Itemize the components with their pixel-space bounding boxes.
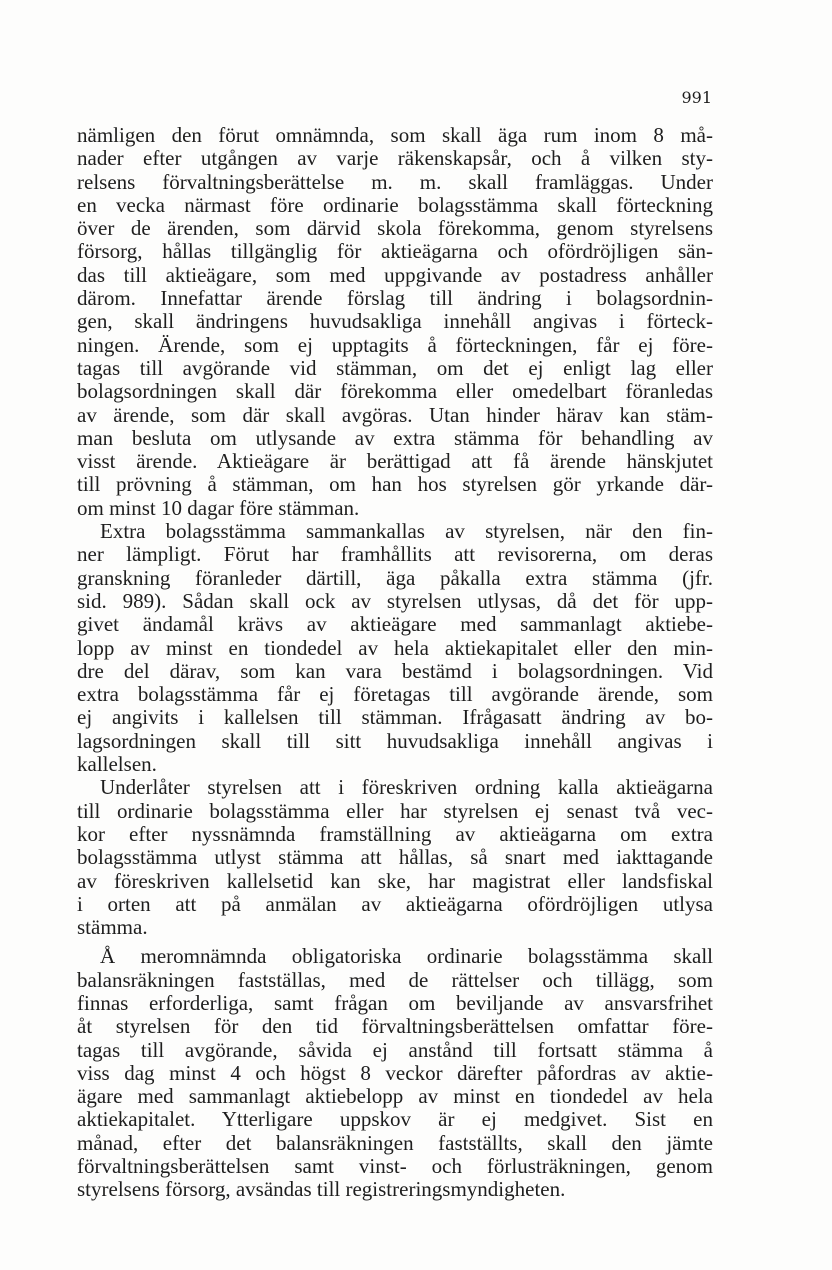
- text-line: relsens förvaltningsberättelse m. m. skall framläggas. Under: [77, 169, 713, 194]
- text-line: förvaltningsberättelsen samt vinst- och förlusträkningen, genom: [77, 1154, 713, 1179]
- text-line: nader efter utgången av varje räkenskapsår, och å vilken sty-: [77, 146, 713, 171]
- text-line: en vecka närmast före ordinarie bolagsstämma skall förteckning: [77, 192, 713, 217]
- text-line: ner lämpligt. Förut har framhållits att revisorerna, om deras: [77, 542, 713, 567]
- text-line: man besluta om utlysande av extra stämma för behandling av: [77, 425, 713, 450]
- text-line: givet ändamål krävs av aktieägare med sammanlagt aktiebe-: [77, 612, 713, 637]
- text-line: viss dag minst 4 och högst 8 veckor därefter påfordras av aktie-: [77, 1060, 713, 1085]
- text-line: tagas till avgörande vid stämman, om det ej enligt lag eller: [77, 355, 713, 380]
- text-line: sid. 989). Sådan skall ock av styrelsen utlysas, då det för upp-: [77, 588, 713, 613]
- text-line: dre del därav, som kan vara bestämd i bolagsordningen. Vid: [77, 658, 713, 683]
- text-line: till prövning å stämman, om han hos styrelsen gör yrkande där-: [77, 472, 713, 497]
- paragraph-2: [77, 520, 713, 776]
- page-number: 991: [681, 88, 712, 107]
- text-line: av ärende, som där skall avgöras. Utan hinder härav kan stäm-: [77, 402, 713, 427]
- paragraph-3: [77, 776, 713, 939]
- text-line: gen, skall ändringens huvudsakliga innehåll angivas i förteck-: [77, 309, 713, 334]
- text-line: av föreskriven kallelsetid kan ske, har magistrat eller landsfiskal: [77, 868, 713, 893]
- paragraph-4: [77, 945, 713, 1201]
- text-line: Extra bolagsstämma sammankallas av styrelsen, när den fin-: [100, 519, 713, 544]
- body-text: [77, 124, 713, 1202]
- text-line: till ordinarie bolagsstämma eller har styrelsen ej senast två vec-: [77, 798, 713, 823]
- text-line: kallelsen.: [77, 752, 157, 777]
- text-line: stämma.: [77, 915, 148, 940]
- text-line: över de ärenden, som därvid skola förekomma, genom styrelsens: [77, 216, 713, 241]
- text-line: lagsordningen skall till sitt huvudsakliga innehåll angivas i: [77, 728, 713, 753]
- text-line: ningen. Ärende, som ej upptagits å förteckningen, får ej före-: [77, 332, 713, 357]
- text-line: finnas erforderliga, samt frågan om beviljande av ansvarsfrihet: [77, 990, 713, 1015]
- text-line: Å meromnämnda obligatoriska ordinarie bolagsstämma skall: [100, 944, 713, 969]
- text-line: om minst 10 dagar före stämman.: [77, 495, 360, 520]
- text-line: därom. Innefattar ärende förslag till ändring i bolagsordnin-: [77, 286, 713, 311]
- text-line: bolagsstämma utlyst stämma att hållas, så snart med iakttagande: [77, 845, 713, 870]
- text-line: aktiekapitalet. Ytterligare uppskov är ej medgivet. Sist en: [77, 1107, 713, 1132]
- text-line: lopp av minst en tiondedel av hela aktiekapitalet eller den min-: [77, 635, 713, 660]
- text-line: das till aktieägare, som med uppgivande av postadress anhåller: [77, 262, 713, 287]
- text-line: bolagsordningen skall där förekomma eller omedelbart föranledas: [77, 379, 713, 404]
- text-line: försorg, hållas tillgänglig för aktieägarna och ofördröjligen sän-: [77, 239, 713, 264]
- paragraph-1: [77, 124, 713, 520]
- text-line: kor efter nyssnämnda framställning av aktieägarna om extra: [77, 821, 713, 846]
- text-line: åt styrelsen för den tid förvaltningsberättelsen omfattar före-: [77, 1014, 713, 1039]
- text-line: Underlåter styrelsen att i föreskriven ordning kalla aktieägarna: [100, 775, 713, 800]
- text-line: månad, efter det balansräkningen fastställts, skall den jämte: [77, 1130, 713, 1155]
- text-line: i orten att på anmälan av aktieägarna ofördröjligen utlysa: [77, 891, 713, 916]
- text-line: extra bolagsstämma får ej företagas till avgörande ärende, som: [77, 682, 713, 707]
- text-line: granskning föranleder därtill, äga påkalla extra stämma (jfr.: [77, 565, 713, 590]
- text-line: styrelsens försorg, avsändas till registreringsmyndigheten.: [77, 1177, 566, 1202]
- text-line: ägare med sammanlagt aktiebelopp av minst en tiondedel av hela: [77, 1084, 713, 1109]
- text-line: tagas till avgörande, såvida ej anstånd till fortsatt stämma å: [77, 1037, 713, 1062]
- text-line: visst ärende. Aktieägare är berättigad att få ärende hänskjutet: [77, 449, 713, 474]
- text-line: ej angivits i kallelsen till stämman. Ifrågasatt ändring av bo-: [77, 705, 713, 730]
- text-line: balansräkningen fastställas, med de rättelser och tillägg, som: [77, 967, 713, 992]
- text-line: nämligen den förut omnämnda, som skall äga rum inom 8 må-: [77, 123, 713, 147]
